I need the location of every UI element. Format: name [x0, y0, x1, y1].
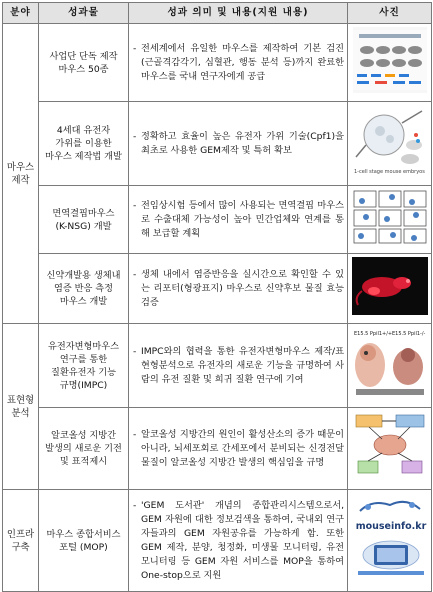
- crispr-embryo-diagram: [352, 105, 428, 177]
- description-item: - 'GEM 도서관' 개념의 종합관리시스템으로서, GEM 자원에 대한 정보검색을 통하여, 국내외 연구자들과의 GEM 자원공유를 가능하게 함. 또한 GEM 제작, 분양, 청정화, 미생물 모니터링, 유전 모니터링 등 GEM 자원 서비스를 MOP을 통하여 One-stop으로 지원: [133, 499, 344, 583]
- table-row: [3, 102, 432, 186]
- result-description: [129, 490, 348, 592]
- mouse-catalog-image: [353, 27, 427, 93]
- header-category: 분야: [3, 3, 39, 24]
- description-item: - 전세계에서 유일한 마우스를 제작하여 기본 검진(근골격감각기, 심혈관, 행동 분석 등)까지 완료한 마우스를 국내 연구자에게 공급: [133, 42, 344, 84]
- table-row: [3, 254, 432, 324]
- embryo-label-wildtype: E15.5 Ppil1+/+: [354, 331, 393, 337]
- photo-caption: 1-cell stage mouse embryos: [354, 169, 425, 175]
- embryo-comparison-image: [352, 327, 428, 399]
- description-item: - 정확하고 효율이 높은 유전자 가위 기술(Cpf1)을 최초로 사용한 GEM제작 및 특허 확보: [133, 130, 344, 158]
- result-title: 신약개발용 생체내 염증 반응 측정 마우스 개발: [39, 254, 129, 324]
- result-title: 면역결핍마우스 (K-NSG) 개발: [39, 186, 129, 254]
- category-infrastructure: 인프라 구축: [3, 490, 39, 592]
- photo-cell: [348, 324, 432, 408]
- table-row: [3, 186, 432, 254]
- result-description: [129, 186, 348, 254]
- description-item: - 생체 내에서 염증반응을 실시간으로 확인할 수 있는 리포터(형광표지) 마우스로 신약후보 물질 효능 검증: [133, 268, 344, 310]
- table-row: [3, 408, 432, 490]
- category-phenotype-analysis: 표현형 분석: [3, 324, 39, 490]
- description-item: - 전임상시험 등에서 많이 사용되는 면역결핍 마우스로 수출대체 가능성이 높아 민간업체와 연계를 통해 보급할 계획: [133, 199, 344, 241]
- result-title: 알코올성 지방간 발생의 새로운 기전 및 표적제시: [39, 408, 129, 490]
- result-description: [129, 24, 348, 102]
- result-description: [129, 254, 348, 324]
- result-title: 유전자변형마우스 연구를 통한 질환유전자 기능 규명(IMPC): [39, 324, 129, 408]
- header-photo: 사진: [348, 3, 432, 24]
- result-title: 마우스 종합서비스 포털 (MOP): [39, 490, 129, 592]
- mouse-portal-graphic: [352, 493, 430, 583]
- result-title: 4세대 유전자 가위를 이용한 마우스 제작법 개발: [39, 102, 129, 186]
- description-item: - IMPC와의 협력을 통한 유전자변형마우스 제작/표현형분석으로 유전자의 새로운 기능을 규명하여 사람의 유전 질환 및 희귀 질환 연구에 기여: [133, 345, 344, 387]
- header-row: [3, 3, 432, 24]
- flow-cytometry-plots: [352, 189, 428, 245]
- header-result: 성과물: [39, 3, 129, 24]
- photo-cell: [348, 254, 432, 324]
- result-description: [129, 324, 348, 408]
- pathway-diagram: [352, 411, 428, 481]
- table-row: [3, 24, 432, 102]
- results-table: [2, 2, 432, 592]
- photo-cell: [348, 24, 432, 102]
- description-item: - 알코올성 지방간의 원인이 활성산소의 증가 때문이 아니라, 뇌세포회로 간세포에서 분비되는 신경전달물질이 알코올성 지방간 발생의 핵심임을 규명: [133, 428, 344, 470]
- result-description: [129, 408, 348, 490]
- photo-cell: [348, 186, 432, 254]
- table-row: [3, 324, 432, 408]
- fluorescent-mouse-image: [352, 257, 428, 315]
- portal-url-label: mouseinfo.kr: [355, 521, 427, 532]
- photo-cell: [348, 490, 432, 592]
- embryo-label-knockout: E15.5 Ppil1-/-: [392, 331, 426, 337]
- header-meaning: 성과 의미 및 내용(지원 내용): [129, 3, 348, 24]
- category-mouse-production: 마우스 제작: [3, 24, 39, 324]
- table-row: [3, 490, 432, 592]
- result-description: [129, 102, 348, 186]
- photo-cell: [348, 102, 432, 186]
- result-title: 사업단 단독 제작 마우스 50종: [39, 24, 129, 102]
- photo-cell: [348, 408, 432, 490]
